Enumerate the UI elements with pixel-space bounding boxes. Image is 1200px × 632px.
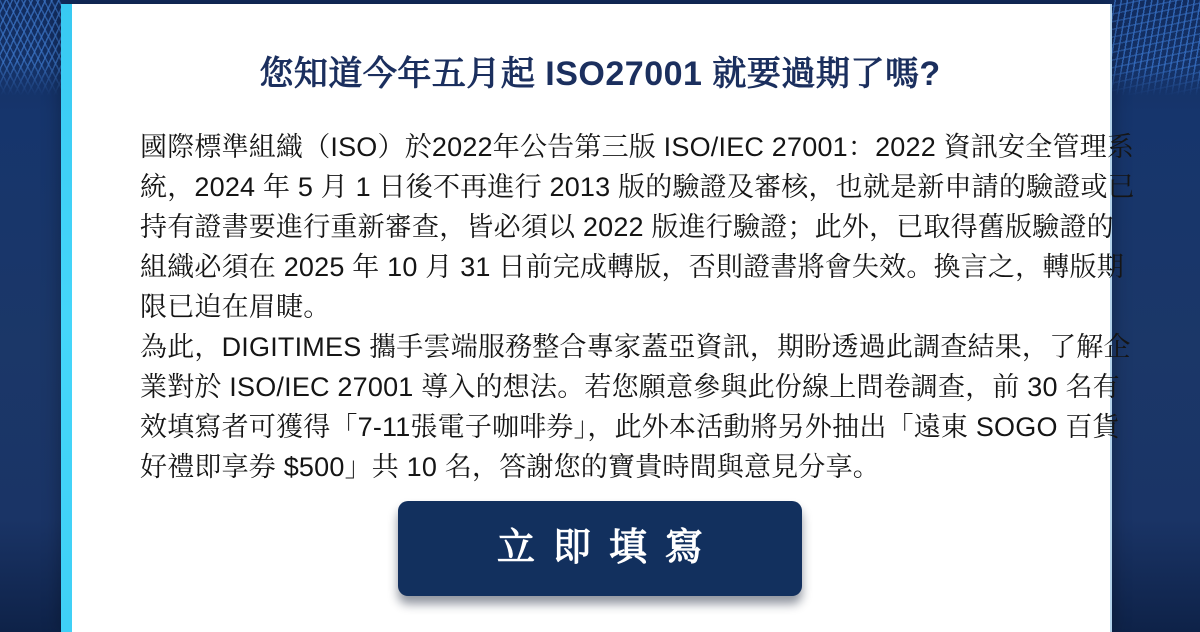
cta-container <box>140 501 1060 596</box>
body-text-line: 國際標準組織（ISO）於2022年公告第三版 ISO/IEC 27001：2022 資訊安全管理系 <box>140 132 1135 162</box>
content-card-inner <box>72 4 1135 632</box>
cyan-accent-strip <box>61 4 72 632</box>
mesh-pattern-top-right <box>1110 0 1200 96</box>
page-title: 您知道今年五月起 ISO27001 就要過期了嗎? <box>259 55 941 93</box>
body-text-line: 好禮即享券 $500」共 10 名，答謝您的寶貴時間與意見分享。 <box>140 452 880 482</box>
body-text-line: 業對於 ISO/IEC 27001 導入的想法。若您願意參與此份線上問卷調查，前 30 名有 <box>140 372 1120 402</box>
body-text-line: 組織必須在 2025 年 10 月 31 日前完成轉版，否則證書將會失效。換言之，轉版期 <box>140 252 1124 282</box>
body-text-line: 統，2024 年 5 月 1 日後不再進行 2013 版的驗證及審核，也就是新申請的驗證或已 <box>140 172 1135 202</box>
content-card <box>61 4 1135 632</box>
body-text-line: 效填寫者可獲得「7-11張電子咖啡券」，此外本活動將另外抽出「遠東 SOGO 百貨 <box>140 412 1120 442</box>
body-text-line: 持有證書要進行重新審查，皆必須以 2022 版進行驗證；此外，已取得舊版驗證的 <box>140 212 1114 242</box>
body-text <box>140 127 1135 487</box>
body-text-line: 為此，DIGITIMES 攜手雲端服務整合專家蓋亞資訊，期盼透過此調查結果，了解企 <box>140 332 1131 362</box>
fill-in-now-button[interactable]: 立即填寫 <box>398 501 802 596</box>
mesh-pattern-top-left <box>0 0 62 96</box>
body-text-line: 限已迫在眉睫。 <box>140 292 331 322</box>
